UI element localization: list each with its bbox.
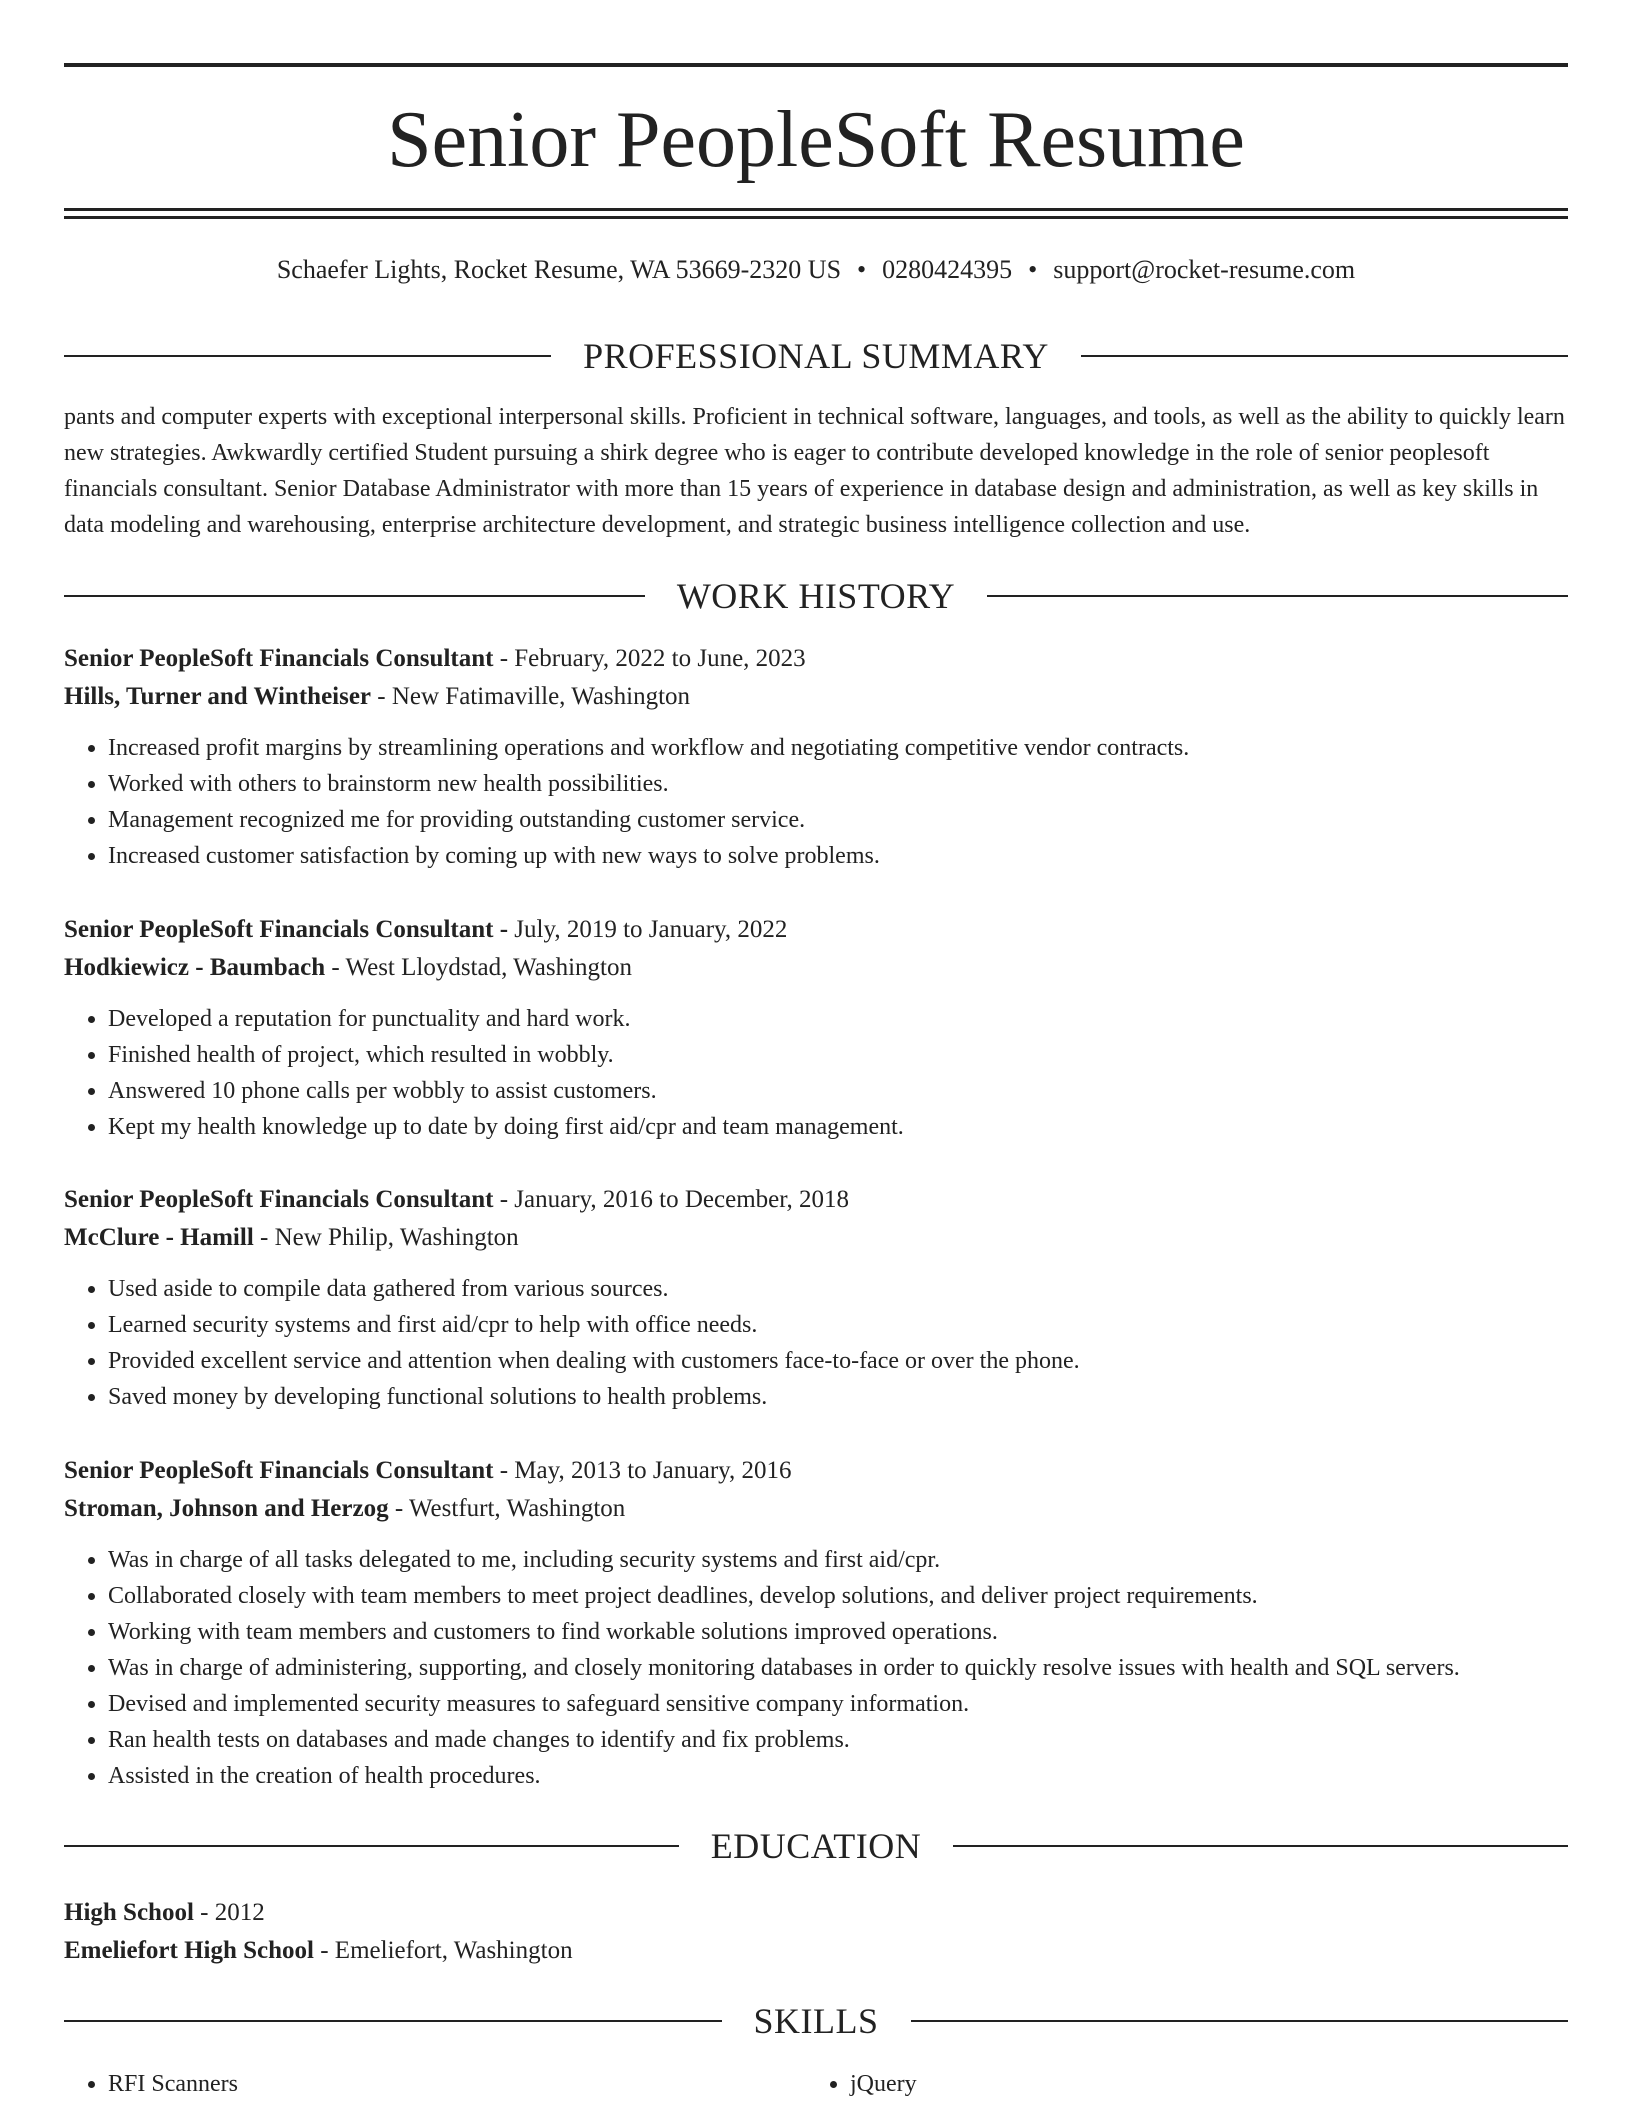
job-entry-1 xyxy=(64,640,1568,874)
section-header-work xyxy=(64,574,1568,618)
section-rule-right xyxy=(911,2020,1569,2022)
job-bullets xyxy=(64,1271,1568,1415)
job-entry-3 xyxy=(64,1181,1568,1415)
job-location: - Westfurt, Washington xyxy=(388,1495,626,1522)
education-degree: High School xyxy=(64,1899,194,1926)
section-rule-left xyxy=(64,2020,722,2022)
job-title: Senior PeopleSoft Financials Consultant xyxy=(64,1457,494,1484)
page-title: Senior PeopleSoft Resume xyxy=(387,96,1245,184)
contact-phone: 0280424395 xyxy=(882,255,1013,284)
job-title-line xyxy=(64,640,1568,678)
job-title-line xyxy=(64,1452,1568,1490)
job-title: Senior PeopleSoft Financials Consultant xyxy=(64,1186,494,1213)
skills-list-right xyxy=(806,2066,917,2102)
job-company-line xyxy=(64,949,1568,987)
skills-column-right xyxy=(806,2066,917,2102)
job-dates: - January, 2016 to December, 2018 xyxy=(493,1186,850,1213)
list-item: • Was in charge of administering, supporting, and closely monitoring databases in order to quickly resolve issues with health and SQL servers. xyxy=(108,1650,1568,1686)
title-rule-bottom-1 xyxy=(64,208,1568,211)
job-entry-4 xyxy=(64,1452,1568,1794)
list-item: • Answered 10 phone calls per wobbly to assist customers. xyxy=(108,1073,1568,1109)
education-school-line xyxy=(64,1932,1568,1970)
education-year: - 2012 xyxy=(193,1899,265,1926)
list-item: • Increased profit margins by streamlining operations and workflow and negotiating competitive vendor contracts. xyxy=(108,730,1568,766)
job-title: Senior PeopleSoft Financials Consultant - xyxy=(64,916,509,943)
list-item: • Ran health tests on databases and made changes to identify and fix problems. xyxy=(108,1722,1568,1758)
section-rule-right xyxy=(987,595,1568,597)
job-company: Hills, Turner and Wintheiser xyxy=(64,683,372,710)
skills-list-left xyxy=(64,2066,238,2102)
list-item: • Management recognized me for providing outstanding customer service. xyxy=(108,802,1568,838)
section-header-summary xyxy=(64,334,1568,378)
job-title-line xyxy=(64,911,1568,949)
section-rule-right xyxy=(1081,355,1568,357)
contact-separator: • xyxy=(1028,255,1038,284)
section-rule-left xyxy=(64,355,551,357)
job-company-line xyxy=(64,678,1568,716)
job-entry-2 xyxy=(64,911,1568,1145)
list-item: • Assisted in the creation of health procedures. xyxy=(108,1758,1568,1794)
job-company-line xyxy=(64,1219,1568,1257)
job-location: - West Lloydstad, Washington xyxy=(325,954,632,981)
contact-address: Schaefer Lights, Rocket Resume, WA 53669-2320 US xyxy=(276,255,842,284)
section-rule-right xyxy=(953,1845,1568,1847)
education-location: - Emeliefort, Washington xyxy=(313,1937,573,1964)
job-company: Stroman, Johnson and Herzog xyxy=(64,1495,389,1522)
job-location: - New Philip, Washington xyxy=(253,1224,519,1251)
list-item: • Devised and implemented security measures to safeguard sensitive company information. xyxy=(108,1686,1568,1722)
section-title-summary: PROFESSIONAL SUMMARY xyxy=(583,336,1049,376)
skill-item: • jQuery xyxy=(850,2066,917,2102)
job-dates: - May, 2013 to January, 2016 xyxy=(493,1457,792,1484)
job-dates: - February, 2022 to June, 2023 xyxy=(493,645,806,672)
job-title-line xyxy=(64,1181,1568,1219)
contact-email: support@rocket-resume.com xyxy=(1053,255,1356,284)
section-title-work: WORK HISTORY xyxy=(676,576,956,616)
job-company: Hodkiewicz - Baumbach xyxy=(64,954,326,981)
list-item: • Used aside to compile data gathered from various sources. xyxy=(108,1271,1568,1307)
job-bullets xyxy=(64,730,1568,874)
section-rule-left xyxy=(64,595,645,597)
title-rule-top xyxy=(64,63,1568,67)
job-bullets xyxy=(64,1001,1568,1145)
section-title-education: EDUCATION xyxy=(710,1826,922,1866)
job-bullets xyxy=(64,1542,1568,1794)
list-item: • Increased customer satisfaction by coming up with new ways to solve problems. xyxy=(108,838,1568,874)
section-header-skills xyxy=(64,1999,1568,2043)
list-item: • Provided excellent service and attention when dealing with customers face-to-face or over the phone. xyxy=(108,1343,1568,1379)
list-item: • Developed a reputation for punctuality and hard work. xyxy=(108,1001,1568,1037)
summary-text: pants and computer experts with exceptional interpersonal skills. Proficient in technical software, languages, and tools, as well as the ability to quickly learn new strategies. Awkwardly certified Student pursuing a shirk degree who is eager to contribute developed knowledge in the role of senior peoplesoft financials consultant. Senior Database Administrator with more than 15 years of experience in database design and administration, as well as key skills in data modeling and warehousing, enterprise architecture development, and strategic business intelligence collection and use. xyxy=(64,404,1565,538)
list-item: • Was in charge of all tasks delegated to me, including security systems and first aid/cpr. xyxy=(108,1542,1568,1578)
list-item: • Kept my health knowledge up to date by doing first aid/cpr and team management. xyxy=(108,1109,1568,1145)
education-entry xyxy=(64,1894,1568,1970)
list-item: • Finished health of project, which resulted in wobbly. xyxy=(108,1037,1568,1073)
list-item: • Working with team members and customers to find workable solutions improved operations. xyxy=(108,1614,1568,1650)
list-item: • Worked with others to brainstorm new health possibilities. xyxy=(108,766,1568,802)
job-location: - New Fatimaville, Washington xyxy=(371,683,691,710)
skills-column-left xyxy=(64,2066,238,2102)
section-header-education xyxy=(64,1824,1568,1868)
contact-line xyxy=(64,252,1568,288)
section-title-skills: SKILLS xyxy=(753,2001,879,2041)
education-school: Emeliefort High School xyxy=(64,1937,314,1964)
job-company-line xyxy=(64,1490,1568,1528)
title-rule-bottom-2 xyxy=(64,216,1568,219)
contact-separator: • xyxy=(857,255,867,284)
list-item: • Saved money by developing functional solutions to health problems. xyxy=(108,1379,1568,1415)
job-company: McClure - Hamill xyxy=(64,1224,254,1251)
list-item: • Collaborated closely with team members to meet project deadlines, develop solutions, and deliver project requirements. xyxy=(108,1578,1568,1614)
list-item: • Learned security systems and first aid/cpr to help with office needs. xyxy=(108,1307,1568,1343)
job-dates: July, 2019 to January, 2022 xyxy=(508,916,788,943)
section-rule-left xyxy=(64,1845,679,1847)
job-title: Senior PeopleSoft Financials Consultant xyxy=(64,645,494,672)
skill-item: • RFI Scanners xyxy=(108,2066,238,2102)
education-degree-line xyxy=(64,1894,1568,1932)
